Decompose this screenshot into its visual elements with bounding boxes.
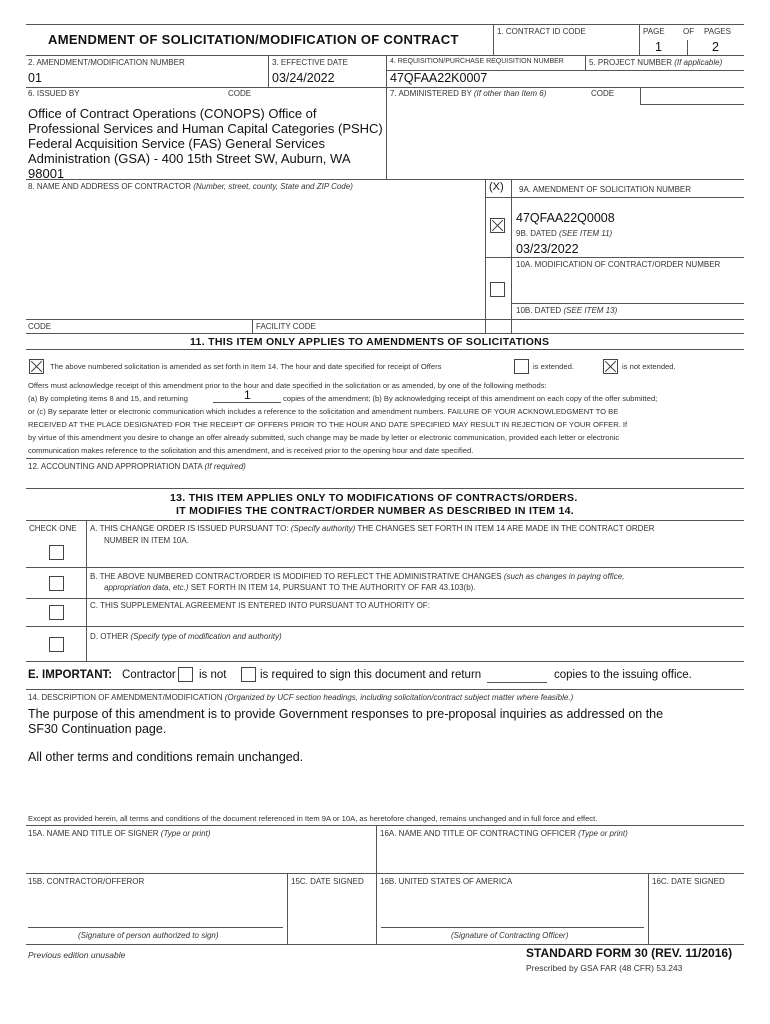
10a-label: 10A. MODIFICATION OF CONTRACT/ORDER NUMBER [516, 260, 721, 269]
form-title: AMENDMENT OF SOLICITATION/MODIFICATION OF CONTRACT [48, 32, 459, 47]
contractor-code-label: CODE [28, 322, 52, 331]
copies-value[interactable]: 1 [244, 388, 251, 402]
form-name: STANDARD FORM 30 (REV. 11/2016) [526, 946, 733, 960]
vrule-page [639, 24, 640, 55]
x-label: (X) [489, 181, 504, 193]
10b-label: 10B. DATED (SEE ITEM 13) [516, 306, 618, 315]
is-required-checkbox[interactable] [241, 667, 256, 682]
of-label: OF [683, 27, 695, 36]
contractor-label: 8. NAME AND ADDRESS OF CONTRACTOR (Number, street, county, State and ZIP Code) [28, 182, 353, 191]
vrule-sig-mid [376, 825, 377, 944]
rule-important [26, 689, 744, 690]
9b-value[interactable]: 03/23/2022 [516, 242, 579, 256]
vrule-proj [585, 55, 586, 70]
officer-signature-caption: (Signature of Contracting Officer) [451, 931, 569, 940]
rule-top [26, 24, 744, 25]
not-extended-label: is not extended. [622, 362, 676, 371]
rule-13a [26, 567, 744, 568]
vrule-16c [648, 873, 649, 944]
previous-edition: Previous edition unusable [28, 950, 126, 960]
13c-text: C. THIS SUPPLEMENTAL AGREEMENT IS ENTERED INTO PURSUANT TO AUTHORITY OF: [90, 601, 430, 610]
is-required-label: is required to sign this document and return [260, 669, 482, 681]
vrule-eff [268, 55, 269, 87]
important-contractor: Contractor [122, 669, 176, 681]
issued-by-value[interactable]: Office of Contract Operations (CONOPS) Office of Professional Services and Human Capital Categories (PSHC) Federal Acquisition Service (FAS) General Services Administration (GSA) - 400 15th Street SW, Auburn, WA 98001 [28, 106, 383, 181]
prescribed-by: Prescribed by GSA FAR (48 CFR) 53.243 [526, 963, 683, 973]
admin-code-label: CODE [591, 89, 615, 98]
vrule-contract-id [493, 24, 494, 55]
10a-checkbox[interactable] [490, 282, 505, 297]
item12-label: 12. ACCOUNTING AND APPROPRIATION DATA (If required) [28, 462, 246, 471]
13c-checkbox[interactable] [49, 605, 64, 620]
15c-label: 15C. DATE SIGNED [291, 877, 364, 886]
13b-checkbox[interactable] [49, 576, 64, 591]
contractor-signature-caption: (Signature of person authorized to sign) [78, 931, 219, 940]
vrule-req [386, 55, 387, 179]
rule-15b [26, 873, 744, 874]
vrule-page-of [687, 40, 688, 55]
project-number-label: 5. PROJECT NUMBER (If applicable) [589, 58, 723, 67]
item11-p5: by virtue of this amendment you desire to change an offer already submitted, such change may be made by letter or electronic communication, provided each letter or electronic [28, 433, 620, 442]
item14-text2[interactable]: SF30 Continuation page. [28, 722, 167, 736]
16a-label: 16A. NAME AND TITLE OF CONTRACTING OFFICER (Type or print) [380, 829, 628, 838]
item11-p6: communication makes reference to the solicitation and this amendment, and is received prior to the opening hour and date specified. [28, 446, 474, 455]
item11-p4: RECEIVED AT THE PLACE DESIGNATED FOR THE RECEIPT OF OFFERS PRIOR TO THE HOUR AND DATE SPECIFIED MAY RESULT IN REJECTION OF YOUR OFFER. If [28, 420, 628, 429]
issued-code-label: CODE [228, 89, 252, 98]
item13-title2: IT MODIFIES THE CONTRACT/ORDER NUMBER AS DESCRIBED IN ITEM 14. [176, 505, 574, 517]
item14-label: 14. DESCRIPTION OF AMENDMENT/MODIFICATION (Organized by UCF section headings, including solicitation/contract subject matter where feasible.) [28, 693, 574, 702]
except-text: Except as provided herein, all terms and conditions of the document referenced in Item 9A or 10A, as heretofore changed, remains unchanged and in full force and effect. [28, 814, 598, 823]
item11-p2a: (a) By completing items 8 and 15, and returning [28, 394, 188, 403]
rule-item12 [26, 458, 744, 459]
16b-label: 16B. UNITED STATES OF AMERICA [380, 877, 513, 886]
effective-date-value[interactable]: 03/24/2022 [272, 71, 335, 85]
amended-checkbox[interactable] [29, 359, 44, 374]
facility-code-label: FACILITY CODE [256, 322, 316, 331]
15a-label: 15A. NAME AND TITLE OF SIGNER (Type or print) [28, 829, 211, 838]
requisition-value[interactable]: 47QFAA22K0007 [390, 71, 488, 85]
page-value: 1 [655, 40, 662, 54]
vrule-facility [252, 319, 253, 333]
vrule-15c [287, 873, 288, 944]
pages-label: PAGES [704, 27, 731, 36]
vrule-checkone [86, 520, 87, 661]
rule-item13b [26, 520, 744, 521]
is-not-label: is not [199, 669, 227, 681]
check-one-label: CHECK ONE [29, 524, 77, 533]
vrule-9a [511, 179, 512, 333]
officer-signature-line[interactable] [381, 927, 644, 928]
copies-return-underline[interactable] [487, 682, 547, 683]
16c-label: 16C. DATE SIGNED [652, 877, 725, 886]
rule-row3 [26, 87, 744, 88]
page-label: PAGE [643, 27, 665, 36]
rule-item11 [26, 333, 744, 334]
requisition-label: 4. REQUISITION/PURCHASE REQUISITION NUMBER [390, 58, 564, 65]
extended-label: is extended. [533, 362, 574, 371]
rule-code [26, 319, 744, 320]
item14-text3[interactable]: All other terms and conditions remain unchanged. [28, 750, 304, 764]
13b-text: B. THE ABOVE NUMBERED CONTRACT/ORDER IS MODIFIED TO REFLECT THE ADMINISTRATIVE CHANGES (such as changes in paying office, [90, 572, 625, 581]
important-label: E. IMPORTANT: [28, 669, 113, 681]
13a-checkbox[interactable] [49, 545, 64, 560]
15b-label: 15B. CONTRACTOR/OFFEROR [28, 877, 145, 886]
amend-number-label: 2. AMENDMENT/MODIFICATION NUMBER [28, 58, 185, 67]
rule-code7 [640, 104, 744, 105]
9a-label: 9A. AMENDMENT OF SOLICITATION NUMBER [519, 185, 692, 194]
item11-p3: or (c) By separate letter or electronic communication which includes a reference to the solicitation and amendment numbers. FAILURE OF YOUR ACKNOWLEDGMENT TO BE [28, 407, 619, 416]
not-extended-checkbox[interactable] [603, 359, 618, 374]
administered-by-label: 7. ADMINISTERED BY (If other than Item 6) [390, 89, 547, 98]
rule-row2 [26, 55, 744, 56]
contract-id-label: 1. CONTRACT ID CODE [497, 27, 586, 36]
9b-label: 9B. DATED (SEE ITEM 11) [516, 229, 613, 238]
item11-line1: The above numbered solicitation is amended as set forth in Item 14. The hour and date specified for receipt of Offers [50, 362, 442, 371]
extended-checkbox[interactable] [514, 359, 529, 374]
rule-10a [485, 257, 744, 258]
copies-label: copies to the issuing office. [554, 669, 692, 681]
item14-text1[interactable]: The purpose of this amendment is to provide Government responses to pre-proposal inquiries as addressed on the [28, 707, 664, 721]
rule-item13 [26, 488, 744, 489]
rule-10b [511, 303, 744, 304]
rule-13b [26, 598, 744, 599]
13d-checkbox[interactable] [49, 637, 64, 652]
vrule-x [485, 179, 486, 333]
rule-bottom [26, 944, 744, 945]
13a-text2: NUMBER IN ITEM 10A. [104, 536, 189, 545]
item11-p2b: copies of the amendment; (b) By acknowledging receipt of this amendment on each copy of the offer submitted; [283, 394, 658, 403]
rule-except [26, 825, 744, 826]
13d-text: D. OTHER (Specify type of modification and authority) [90, 632, 282, 641]
issued-by-label: 6. ISSUED BY [28, 89, 80, 98]
contractor-signature-line[interactable] [28, 927, 283, 928]
copies-underline [213, 402, 281, 403]
item11-title: 11. THIS ITEM ONLY APPLIES TO AMENDMENTS OF SOLICITATIONS [190, 336, 550, 348]
13a-text: A. THIS CHANGE ORDER IS ISSUED PURSUANT TO: (Specify authority) THE CHANGES SET FORTH IN ITEM 14 ARE MADE IN THE CONTRACT ORDER [90, 524, 655, 533]
amend-number-value[interactable]: 01 [28, 71, 42, 85]
rule-9a [485, 197, 744, 198]
rule-13c [26, 626, 744, 627]
rule-13d [26, 661, 744, 662]
item11-p1: Offers must acknowledge receipt of this amendment prior to the hour and date specified in the solicitation or as amended, by one of the following methods: [28, 381, 547, 390]
pages-value: 2 [712, 40, 719, 54]
9a-value[interactable]: 47QFAA22Q0008 [516, 211, 615, 225]
vrule-code7 [640, 87, 641, 104]
rule-item11b [26, 349, 744, 350]
effective-date-label: 3. EFFECTIVE DATE [272, 58, 348, 67]
9a-checkbox[interactable] [490, 218, 505, 233]
item13-title1: 13. THIS ITEM APPLIES ONLY TO MODIFICATIONS OF CONTRACTS/ORDERS. [170, 492, 578, 504]
is-not-checkbox[interactable] [178, 667, 193, 682]
13b-text2: appropriation data, etc.) SET FORTH IN ITEM 14, PURSUANT TO THE AUTHORITY OF FAR 43.103(b). [104, 583, 476, 592]
